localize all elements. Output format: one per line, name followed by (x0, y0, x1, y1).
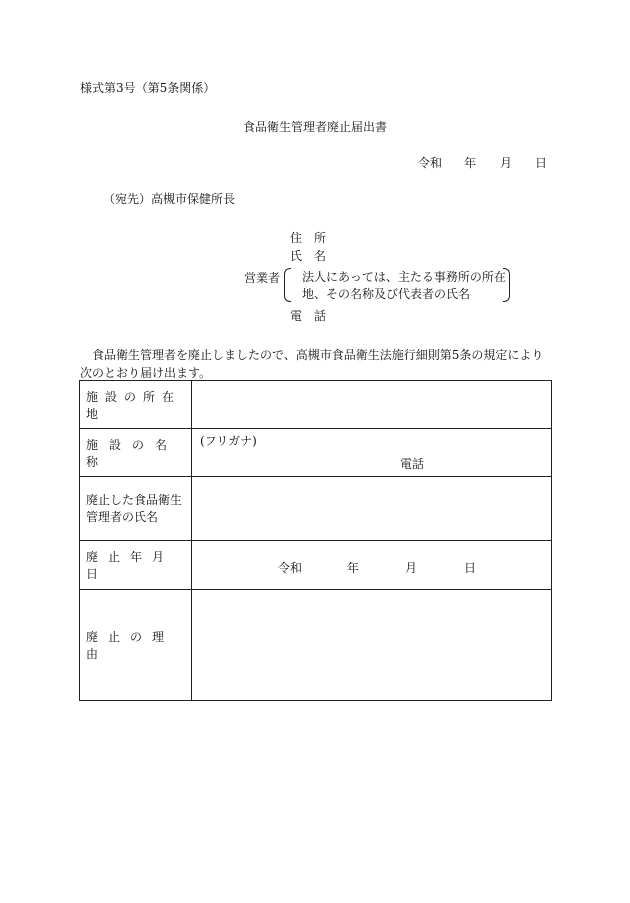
form-number: 様式第3号（第5条関係） (80, 81, 216, 95)
date-year: 年 (464, 156, 477, 170)
facility-name-label: 施設の名称 (86, 437, 179, 469)
table-row (80, 541, 552, 590)
abolish-reason-field[interactable] (192, 590, 552, 701)
abolish-date-month: 月 (405, 561, 418, 575)
manager-name-field[interactable] (192, 477, 552, 541)
corporation-note-line1: 法人にあっては、主たる事務所の所在 (302, 270, 506, 284)
corporation-note-line2: 地、その名称及び代表者の氏名 (302, 287, 471, 301)
operator-name-label: 氏 名 (290, 249, 327, 263)
operator-phone-label: 電 話 (290, 309, 327, 323)
facility-location-field[interactable] (192, 381, 552, 429)
abolish-date-year: 年 (347, 561, 360, 575)
facility-location-label: 施設の所在地 (86, 389, 182, 421)
addressee: （宛先）高槻市保健所長 (103, 192, 236, 206)
furigana-label: (フリガナ) (200, 434, 257, 448)
abolish-date-day: 日 (464, 561, 477, 575)
abolish-reason-label: 廃止の理由 (86, 630, 175, 661)
table-row (80, 477, 552, 541)
table-row (80, 590, 552, 701)
date-era: 令和 (418, 156, 443, 170)
table-row (80, 429, 552, 477)
abolish-date-era: 令和 (278, 561, 303, 575)
notification-table (79, 380, 552, 701)
facility-name-field[interactable] (192, 429, 552, 477)
date-day: 日 (535, 156, 548, 170)
operator-address-label: 住 所 (290, 231, 327, 245)
table-row (80, 381, 552, 429)
manager-name-label-line2: 管理者の氏名 (86, 509, 159, 524)
abolish-date-field[interactable] (192, 541, 552, 590)
facility-phone-label: 電話 (400, 457, 425, 471)
date-month: 月 (500, 156, 513, 170)
intro-text: 食品衛生管理者を廃止しましたので、高槻市食品衛生法施行細則第5条の規定により次のとおり届け出ます。 (80, 348, 544, 380)
operator-label: 営業者 (244, 271, 281, 285)
page-title: 食品衛生管理者廃止届出書 (242, 120, 387, 134)
abolish-date-label: 廃止年月日 (86, 550, 175, 581)
manager-name-label-line1: 廃止した食品衛生 (86, 492, 183, 507)
